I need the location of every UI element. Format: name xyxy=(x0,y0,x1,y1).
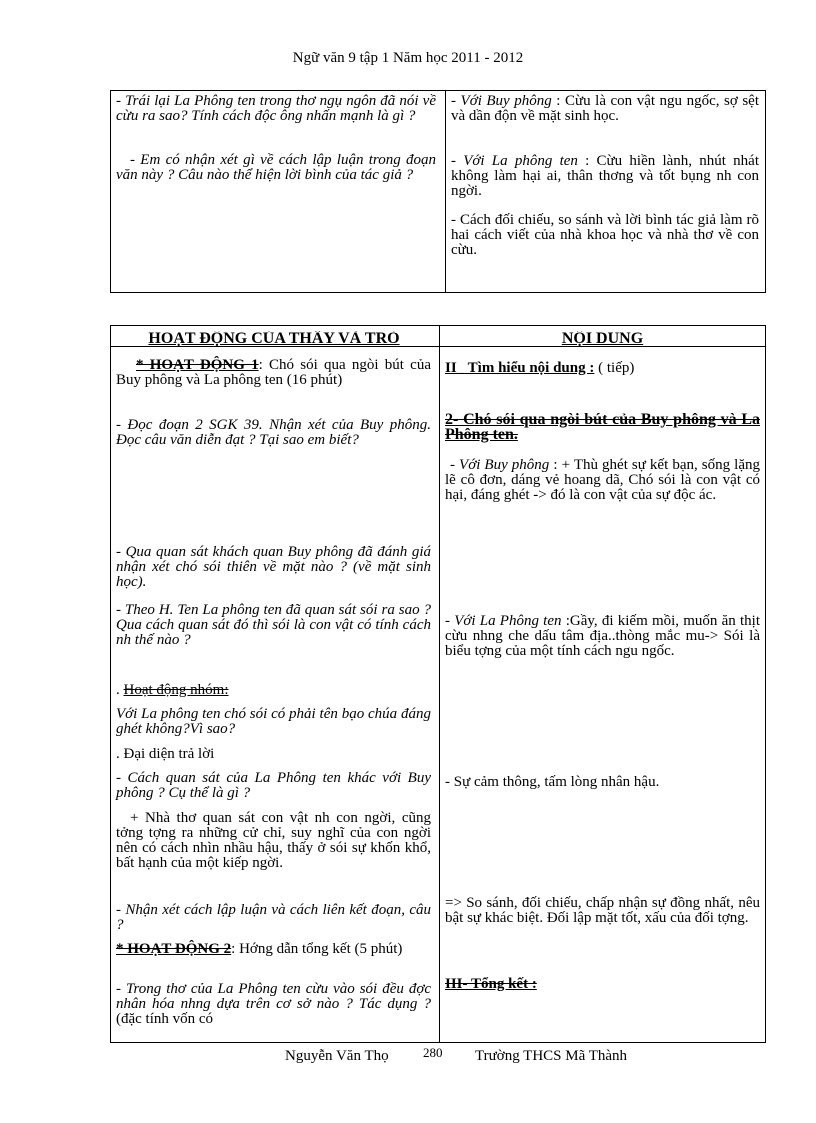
hoat-dong-2 xyxy=(116,942,431,957)
soi-la-phong-ten-lead: - Với La Phông ten xyxy=(445,613,562,629)
hoat-dong-1-text: : Chó sói qua ngòi bút của Buy phông và La phông ten (16 phút) xyxy=(116,357,431,388)
soi-la-phong-ten-text: :Gầy, đi kiếm mồi, muốn ăn thịt cừu nhng che dấu tâm địa..thòng mắc mu-> Sói là biểu tợng của một tính cách ngu ngốc. xyxy=(445,613,760,659)
question-nhan-xet: - Nhận xét cách lập luận và cách liên kết đoạn, câu ? xyxy=(116,902,431,933)
hoat-dong-nhom-label: Hoạt động nhóm: xyxy=(123,682,229,698)
cuu-buy-phong xyxy=(451,94,759,124)
header-row-divider xyxy=(111,346,765,347)
hoat-dong-2-text: : Hớng dẫn tổng kết (5 phút) xyxy=(231,941,403,957)
question-bao-chua: Với La phông ten chó sói có phải tên bạo chúa đáng ghét không?Vì sao? xyxy=(116,706,431,737)
soi-buy-phong-lead: - Với Buy phông xyxy=(450,457,550,473)
hoat-dong-2-title: * HOẠT ĐỘNG 2 xyxy=(116,941,232,957)
hoat-dong-1 xyxy=(116,358,431,388)
soi-buy-phong xyxy=(445,458,760,503)
header-noi-dung: NỘI DUNG xyxy=(561,331,644,346)
hoat-dong-nhom xyxy=(116,683,431,698)
hoat-dong-1-title: * HOẠT ĐỘNG 1 xyxy=(136,357,259,373)
question-trong-tho-text: - Trong thơ của La Phông ten cừu vào sói đều đợc nhân hóa nhng dựa trên cơ sở nào ? Tác dụng ? xyxy=(116,981,431,1012)
su-cam-thong: - Sự cảm thông, tấm lòng nhân hậu. xyxy=(445,774,660,790)
question-cuu-la-phong-ten: - Trái lại La Phông ten trong thơ ngụ ngôn đã nói về cừu ra sao? Tính cách độc ông nhấn mạnh là gì ? xyxy=(116,93,436,124)
question-cach-quan-sat: - Cách quan sát của La Phông ten khác với Buy phông ? Cụ thể là gì ? xyxy=(116,770,431,801)
page-number: 280 xyxy=(423,1045,443,1060)
header-hoat-dong: HOẠT ĐỘNG CỦA THẦY VÀ TRÒ xyxy=(148,331,400,346)
cuu-la-phong-ten-lead: - Với La phông ten xyxy=(451,153,578,169)
footer-author: Nguyễn Văn Thọ xyxy=(285,1048,389,1064)
question-quan-sat: - Qua quan sát khách quan Buy phông đã đánh giá nhận xét chó sói thiên về mặt nào ? (về mặt sinh học). xyxy=(116,544,431,590)
cuu-la-phong-ten-text: : Cừu hiền lành, nhút nhát không làm hại ai, thân thơng và tốt bụng nh con ngời. xyxy=(451,153,759,199)
cuu-buy-phong-lead: - Với Buy phông xyxy=(451,93,552,109)
column-divider xyxy=(439,326,440,1042)
question-trong-tho xyxy=(116,982,431,1027)
column-divider xyxy=(445,91,446,292)
cuu-buy-phong-text: : Cừu là con vật ngu ngốc, sợ sệt và dần độn về mặt sinh học. xyxy=(451,93,759,124)
page-header: Ngữ văn 9 tập 1 Năm học 2011 - 2012 xyxy=(292,50,524,66)
soi-buy-phong-text: : + Thù ghét sự kết bạn, sống lặng lẽ cô đơn, dáng vẻ hoang dã, Chó sói là con vật có hại, đáng ghét -> đó là con vật của sự độc ác. xyxy=(445,457,760,503)
question-theo-la-phong-ten: - Theo H. Ten La phông ten đã quan sát sói ra sao ? Qua cách quan sát đó thì sói là con vật có tính cách nh thế nào ? xyxy=(116,602,431,648)
section-ii-title: II_ Tìm hiểu nội dung : xyxy=(445,360,595,376)
section-ii xyxy=(445,361,760,376)
section-ii-note: ( tiếp) xyxy=(594,360,635,376)
answer-nha-tho: + Nhà thơ quan sát con vật nh con ngời, cũng tởng tợng ra những cử chỉ, suy nghĩ của con ngời nên có cách nhìn nhầu hậu, thấy ở sói sự khốn khổ, bất hạnh của một kiếp ngời. xyxy=(116,810,431,871)
question-doc-doan: - Đọc đoạn 2 SGK 39. Nhận xét của Buy phông. Đọc câu văn diễn đạt ? Tại sao em biết? xyxy=(116,417,431,448)
dai-dien-tra-loi: . Đại diện trả lời xyxy=(116,746,215,762)
footer-school: Trường THCS Mã Thành xyxy=(475,1048,628,1064)
hoat-dong-nhom-prefix: . xyxy=(116,682,124,698)
so-sanh-doi-chieu: => So sánh, đối chiếu, chấp nhận sự đồng nhất, nêu bật sự khác biệt. Đối lập mặt tốt, xấu của đối tợng. xyxy=(445,895,760,926)
question-lap-luan: - Em có nhận xét gì về cách lập luận trong đoạn văn này ? Câu nào thể hiện lời bình của tác giả ? xyxy=(116,152,436,183)
section-iii: III- Tổng kết : xyxy=(445,976,537,992)
cuu-la-phong-ten xyxy=(451,154,759,199)
question-trong-tho-tail: (đặc tính vốn có xyxy=(116,1011,214,1027)
soi-la-phong-ten xyxy=(445,614,760,659)
subsection-cho-soi: 2- Chó sói qua ngòi bút của Buy phông và La Phông ten. xyxy=(445,411,760,443)
cach-doi-chieu: - Cách đối chiếu, so sánh và lời bình tác giả làm rõ hai cách viết của nhà khoa học và nhà thơ về con cừu. xyxy=(451,212,759,258)
